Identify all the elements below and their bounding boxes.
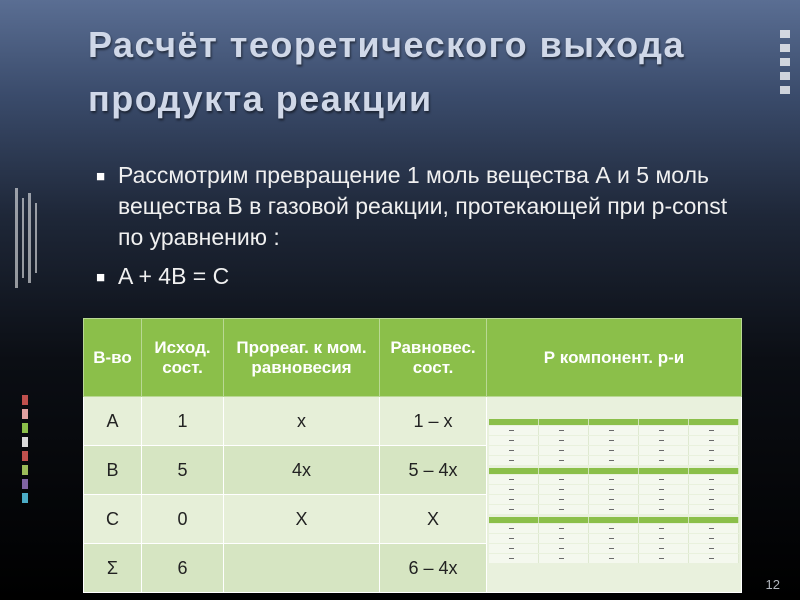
table-cell: 0	[142, 495, 224, 544]
thumbnail-row	[489, 475, 739, 484]
thumbnail-block	[489, 419, 739, 465]
table-cell: 6 – 4x	[380, 544, 487, 593]
thumbnail-block	[489, 517, 739, 563]
embedded-table-thumbnail	[487, 397, 742, 593]
table-cell: Σ	[84, 544, 142, 593]
reaction-equation: A + 4B = C	[118, 263, 230, 289]
table-cell: 1	[142, 397, 224, 446]
table-cell: X	[380, 495, 487, 544]
thumbnail-block	[489, 468, 739, 514]
column-header: Р компонент. р-и	[487, 319, 742, 397]
table-cell: B	[84, 446, 142, 495]
table-cell: 5 – 4x	[380, 446, 487, 495]
table-cell: A	[84, 397, 142, 446]
equilibrium-table	[83, 318, 742, 593]
thumbnail-row	[489, 485, 739, 494]
bullet-item	[96, 160, 746, 253]
column-header: Исход. сост.	[142, 319, 224, 397]
column-header: В-во	[84, 319, 142, 397]
thumbnail-row	[489, 505, 739, 514]
table-cell: 1 – x	[380, 397, 487, 446]
bullet-item	[96, 261, 746, 292]
table-header-row	[84, 319, 742, 397]
thumbnail-header	[489, 517, 739, 523]
bullet-marker-icon: ■	[96, 168, 106, 185]
table-row	[84, 397, 742, 446]
thumbnail-row	[489, 446, 739, 455]
table-cell	[224, 544, 380, 593]
slide-title: Расчёт теоретического выхода продукта реакции	[88, 24, 686, 119]
right-decoration	[780, 30, 790, 100]
thumbnail-row	[489, 456, 739, 465]
table-cell: 6	[142, 544, 224, 593]
slide-number: 12	[765, 577, 780, 592]
thumbnail-row	[489, 544, 739, 553]
accent-strip	[22, 395, 28, 555]
thumbnail-row	[489, 534, 739, 543]
column-header: Равновес. сост.	[380, 319, 487, 397]
bullet-list	[96, 160, 746, 300]
table-cell: 5	[142, 446, 224, 495]
thumbnail-header	[489, 419, 739, 425]
thumbnail-header	[489, 468, 739, 474]
bullet-marker-icon: ■	[96, 269, 106, 286]
left-decoration	[15, 188, 37, 288]
thumbnail-row	[489, 426, 739, 435]
table-cell: x	[224, 397, 380, 446]
table-cell: 4x	[224, 446, 380, 495]
bullet-text: Рассмотрим превращение 1 моль вещества А и 5 моль вещества В в газовой реакции, протекающей при р-const по уравнению :	[118, 162, 728, 250]
thumbnail-row	[489, 524, 739, 533]
thumbnail-row	[489, 495, 739, 504]
thumbnail-grid	[487, 416, 741, 574]
column-header: Прореаг. к мом. равновесия	[224, 319, 380, 397]
table-cell: C	[84, 495, 142, 544]
thumbnail-row	[489, 554, 739, 563]
table-cell: X	[224, 495, 380, 544]
thumbnail-row	[489, 436, 739, 445]
